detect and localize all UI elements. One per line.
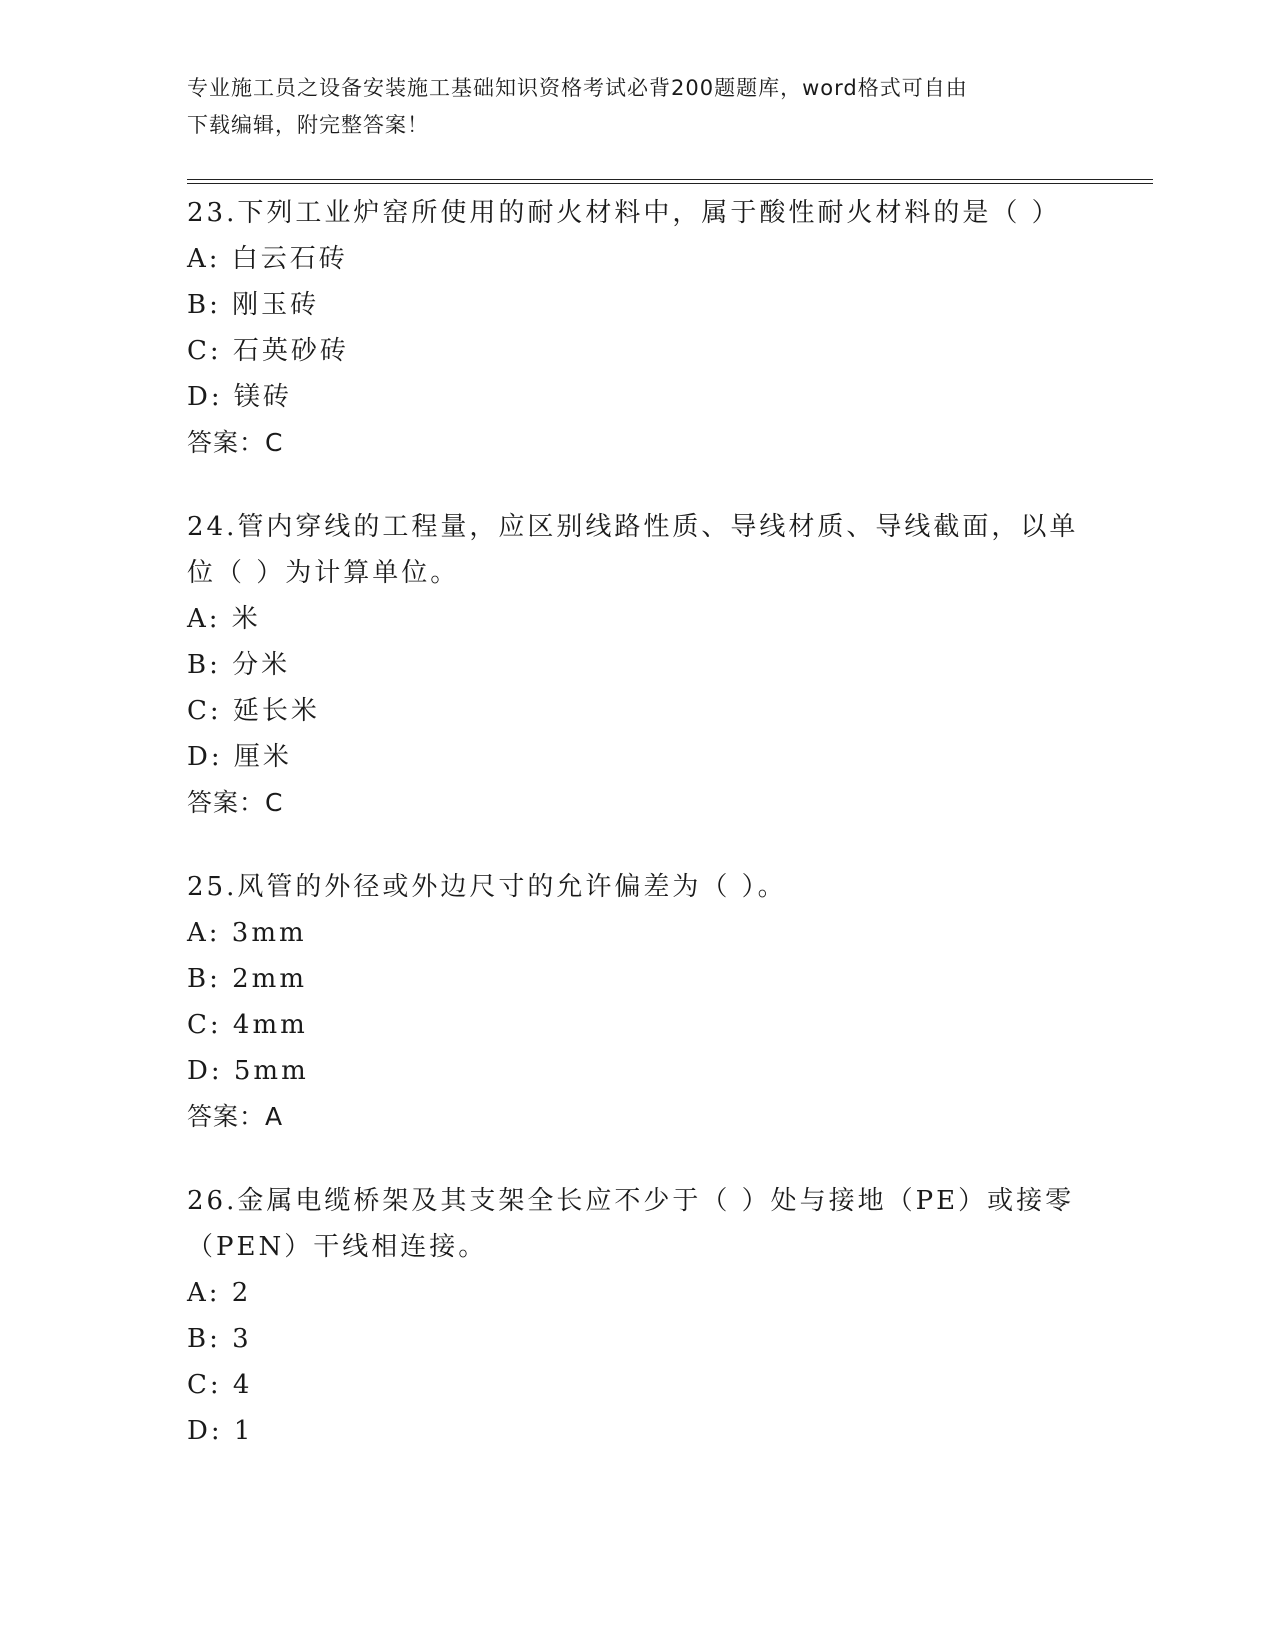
- question-25: [187, 864, 1087, 1140]
- option-a: A: 白云石砖: [187, 244, 348, 274]
- option-c: C: 延长米: [187, 696, 320, 726]
- option-d: D: 1: [187, 1416, 254, 1446]
- option-b: B: 3: [187, 1324, 252, 1354]
- question-26: [187, 1178, 1087, 1454]
- option-b: B: 分米: [187, 650, 291, 680]
- question-stem-line: 26.金属电缆桥架及其支架全长应不少于（ ）处与接地（PE）或接零: [187, 1186, 1075, 1216]
- option-c: C: 石英砂砖: [187, 336, 349, 366]
- option-c: C: 4mm: [187, 1010, 308, 1040]
- question-stem-line: 23.下列工业炉窑所使用的耐火材料中，属于酸性耐火材料的是（ ）: [187, 198, 1061, 228]
- header-divider-bottom: [187, 183, 1153, 184]
- question-24: [187, 504, 1087, 826]
- option-d: D: 镁砖: [187, 382, 292, 412]
- question-stem-line: 25.风管的外径或外边尺寸的允许偏差为（ ）。: [187, 872, 787, 902]
- option-d: D: 厘米: [187, 742, 292, 772]
- option-b: B: 刚玉砖: [187, 290, 320, 320]
- question-stem-line: （PEN）干线相连接。: [187, 1232, 488, 1262]
- header-line-1: 专业施工员之设备安装施工基础知识资格考试必背200题题库，word格式可自由: [187, 76, 968, 100]
- question-stem-line: 24.管内穿线的工程量，应区别线路性质、导线材质、导线截面，以单: [187, 512, 1079, 542]
- header-line-2: 下载编辑，附完整答案！: [187, 113, 429, 137]
- question-stem: [187, 504, 1087, 596]
- option-a: A: 2: [187, 1278, 252, 1308]
- question-list: [187, 190, 1087, 1492]
- answer: 答案：C: [187, 788, 284, 817]
- header-divider-top: [187, 179, 1153, 180]
- option-a: A: 3mm: [187, 918, 307, 948]
- question-stem: [187, 1178, 1087, 1270]
- question-stem-line: 位（ ）为计算单位。: [187, 558, 460, 588]
- option-d: D: 5mm: [187, 1056, 309, 1086]
- answer: 答案：C: [187, 428, 284, 457]
- option-a: A: 米: [187, 604, 261, 634]
- answer: 答案：A: [187, 1102, 284, 1131]
- option-b: B: 2mm: [187, 964, 307, 994]
- option-c: C: 4: [187, 1370, 253, 1400]
- document-header: [187, 70, 1067, 144]
- question-23: [187, 190, 1087, 466]
- question-stem: [187, 190, 1087, 236]
- question-stem: [187, 864, 1087, 910]
